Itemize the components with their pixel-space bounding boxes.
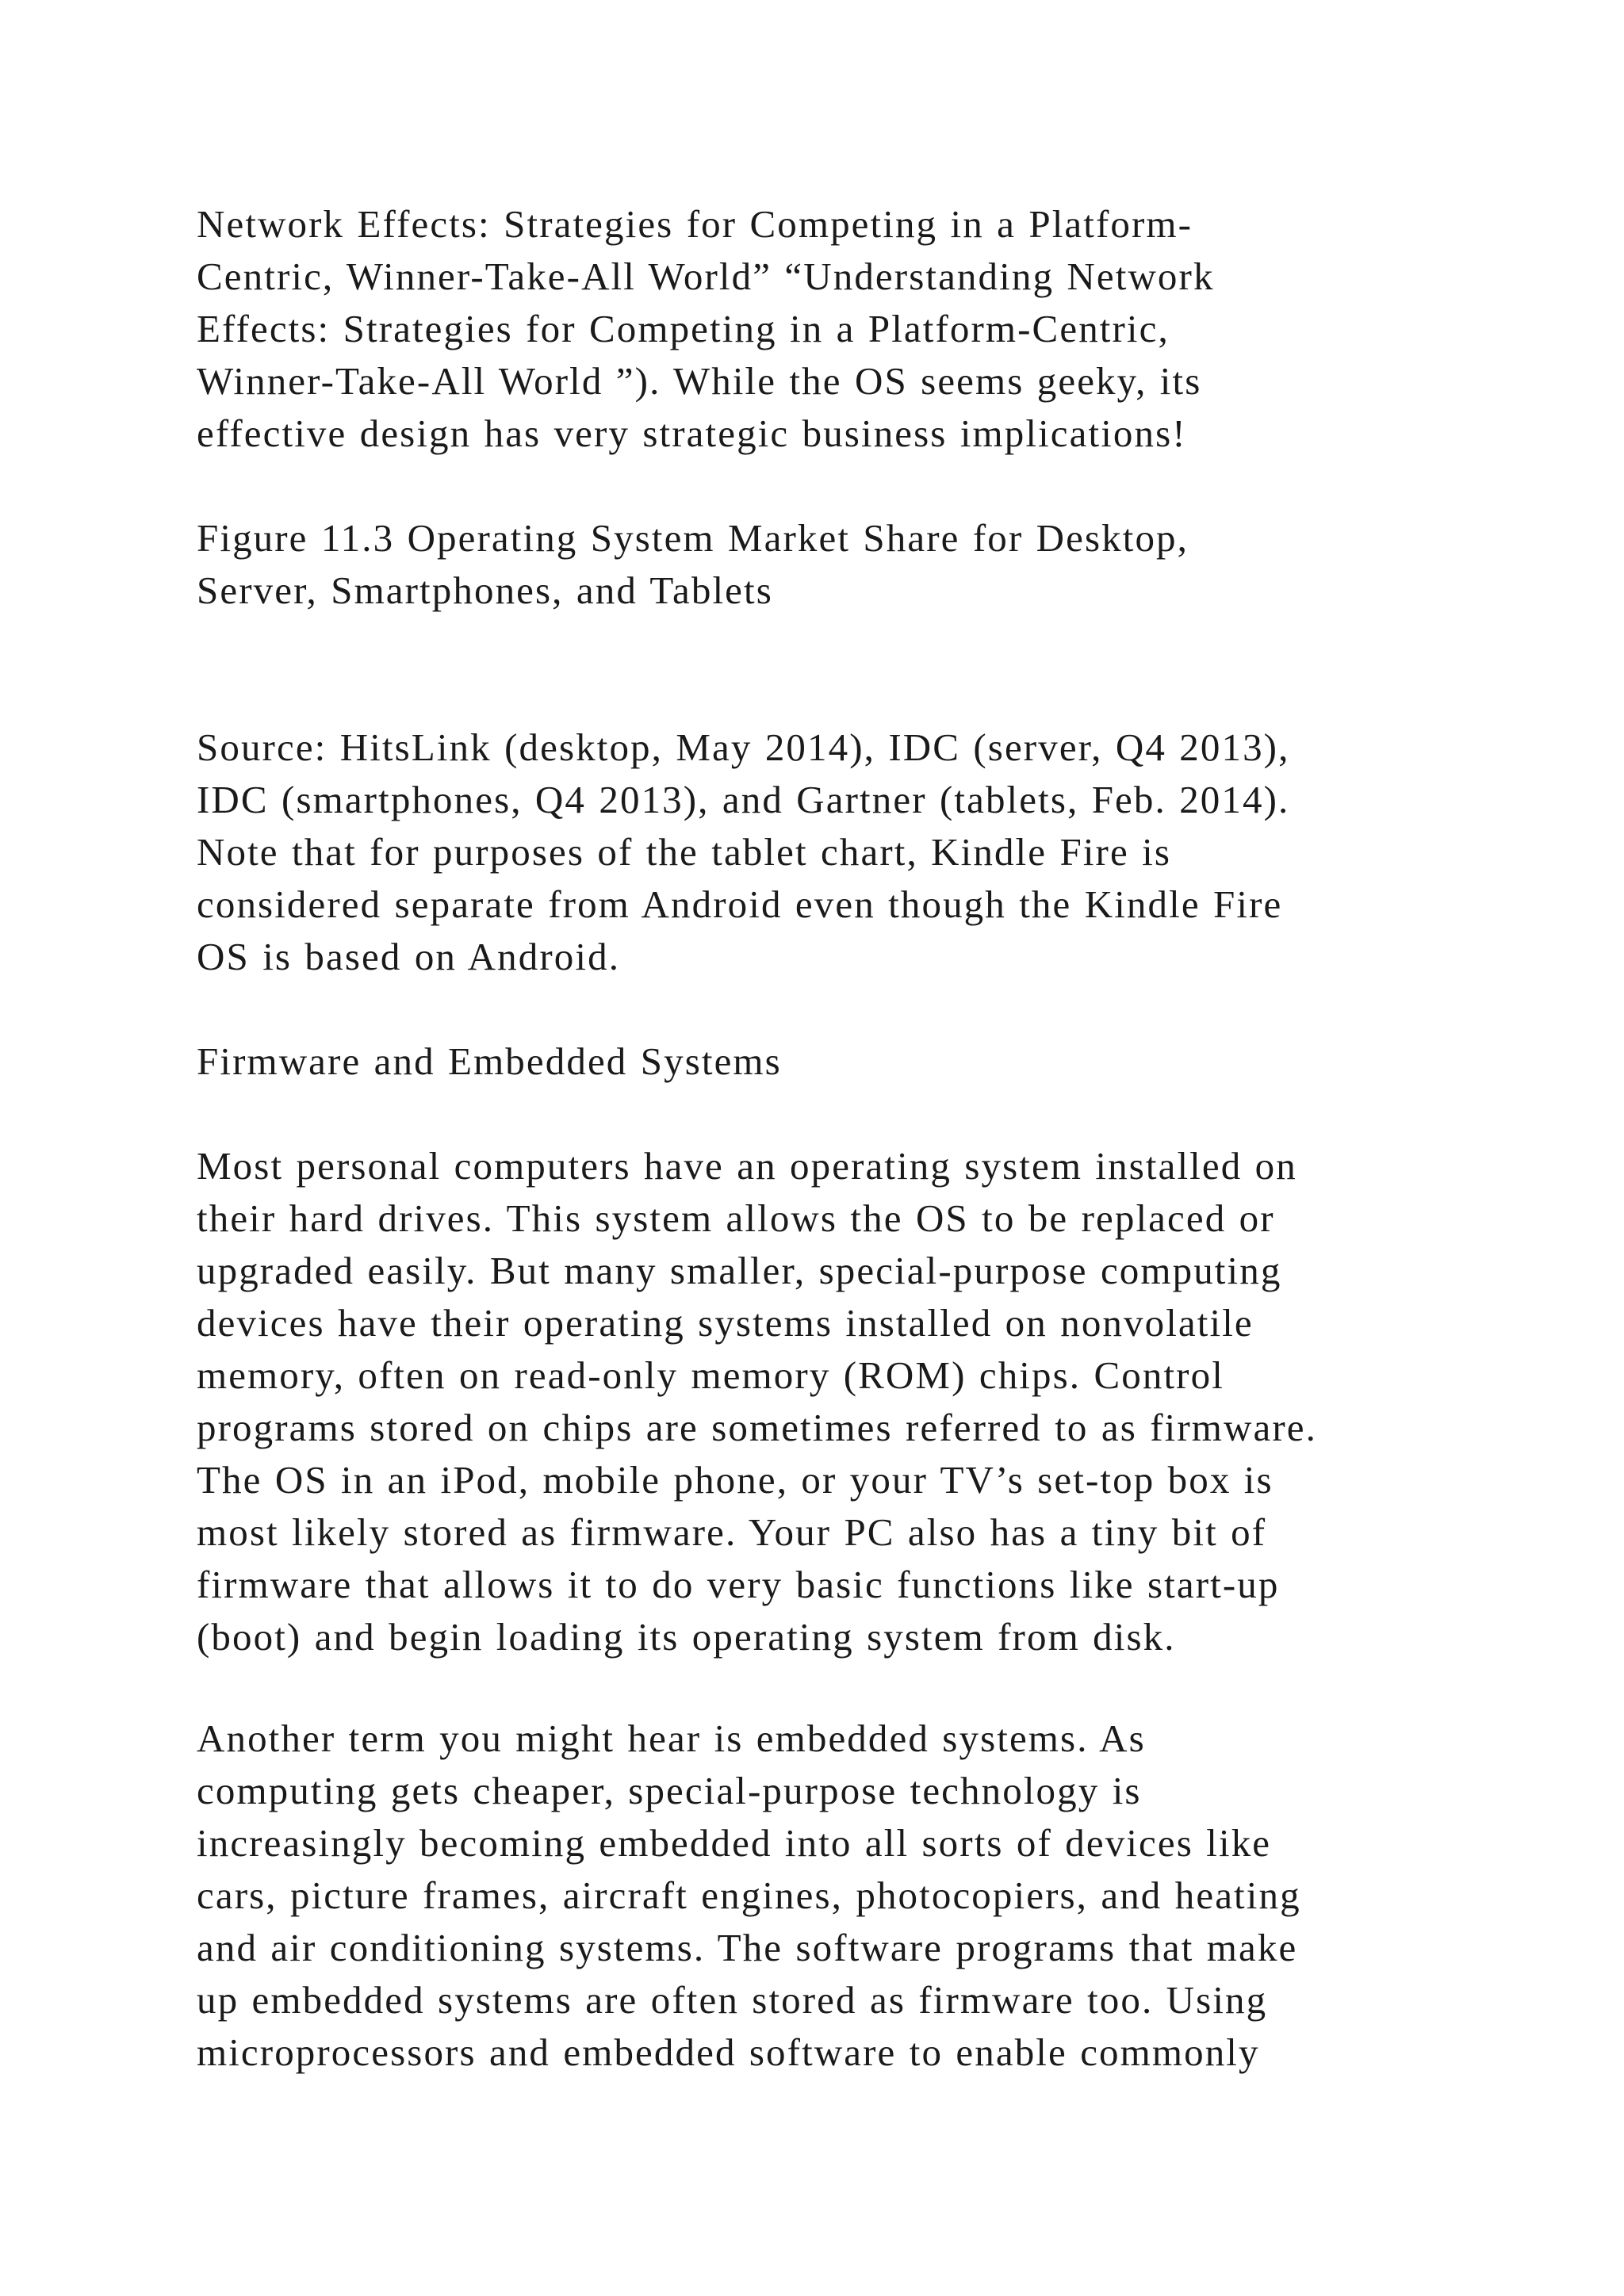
figure-caption [197,512,1545,617]
text-line: The OS in an iPod, mobile phone, or your TV’s set-top box is [197,1458,1274,1502]
text-line: firmware that allows it to do very basic functions like start-up [197,1563,1280,1606]
text-line: cars, picture frames, aircraft engines, photocopiers, and heating [197,1873,1301,1917]
text-line: IDC (smartphones, Q4 2013), and Gartner (tablets, Feb. 2014). [197,778,1290,821]
text-line: Figure 11.3 Operating System Market Share for Desktop, [197,516,1189,560]
text-line: Note that for purposes of the tablet chart, Kindle Fire is [197,830,1172,874]
text-line: devices have their operating systems installed on nonvolatile [197,1301,1254,1345]
text-line: increasingly becoming embedded into all sorts of devices like [197,1821,1272,1865]
text-line: considered separate from Android even though the Kindle Fire [197,882,1283,926]
text-line: Winner-Take-All World ”). While the OS seems geeky, its [197,359,1202,403]
text-line: Server, Smartphones, and Tablets [197,568,773,612]
text-line: Effects: Strategies for Competing in a Platform-Centric, [197,307,1170,350]
text-line: Another term you might hear is embedded systems. As [197,1716,1146,1760]
paragraph-embedded-systems [197,1712,1545,2079]
text-line: Network Effects: Strategies for Competing in a Platform- [197,202,1193,246]
text-line: up embedded systems are often stored as firmware too. Using [197,1978,1268,2022]
text-line: their hard drives. This system allows the OS to be replaced or [197,1196,1275,1240]
text-line: memory, often on read-only memory (ROM) chips. Control [197,1353,1224,1397]
text-line: microprocessors and embedded software to enable commonly [197,2030,1260,2074]
source-note [197,721,1545,983]
text-line: OS is based on Android. [197,935,621,978]
text-line: and air conditioning systems. The software programs that make [197,1926,1298,1969]
section-heading [197,1035,1545,1088]
paragraph-network-effects [197,198,1545,460]
text-line: computing gets cheaper, special-purpose technology is [197,1769,1142,1812]
paragraph-firmware [197,1140,1545,1663]
heading-text: Firmware and Embedded Systems [197,1039,782,1083]
text-line: Most personal computers have an operating system installed on [197,1144,1297,1188]
text-line: most likely stored as firmware. Your PC also has a tiny bit of [197,1510,1267,1554]
text-line: effective design has very strategic business implications! [197,411,1187,455]
text-line: Centric, Winner-Take-All World” “Understanding Network [197,254,1215,298]
text-line: (boot) and begin loading its operating system from disk. [197,1615,1176,1659]
text-line: Source: HitsLink (desktop, May 2014), IDC (server, Q4 2013), [197,725,1290,769]
text-line: programs stored on chips are sometimes referred to as firmware. [197,1406,1317,1449]
text-line: upgraded easily. But many smaller, special-purpose computing [197,1249,1282,1292]
